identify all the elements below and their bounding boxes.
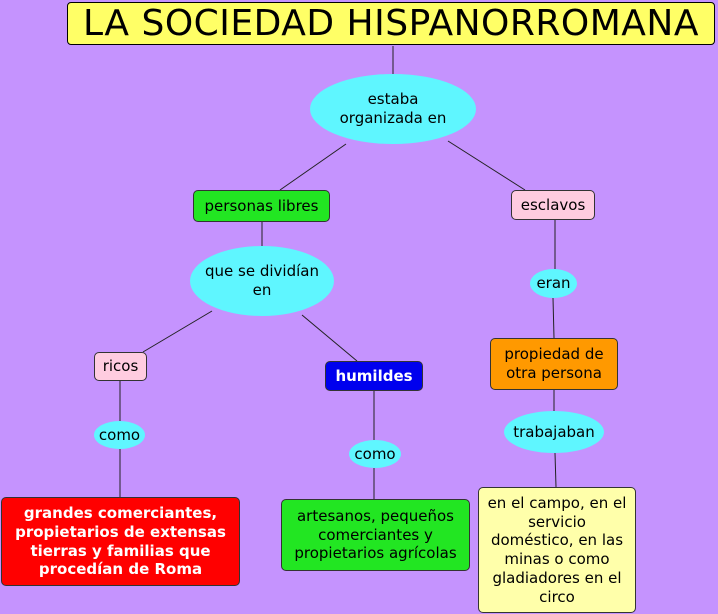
node-en-el-campo: en el campo, en el servicio doméstico, en las minas o como gladiadores en el circo (478, 487, 636, 613)
node-estaba-organizada: estaba organizada en (310, 74, 476, 144)
node-eran: eran (530, 269, 577, 298)
node-artesanos: artesanos, pequeños comerciantes y propietarios agrícolas (281, 499, 470, 571)
node-que-se-dividian: que se dividían en (190, 246, 334, 316)
node-esclavos: esclavos (511, 190, 595, 220)
connector (280, 144, 346, 190)
node-ricos: ricos (94, 352, 147, 381)
page-title: LA SOCIEDAD HISPANORROMANA (67, 2, 715, 45)
node-trabajaban: trabajaban (504, 411, 604, 453)
node-propiedad: propiedad de otra persona (490, 338, 618, 390)
connector (553, 298, 554, 338)
connector (448, 141, 525, 190)
node-humildes: humildes (325, 361, 423, 391)
node-personas-libres: personas libres (193, 190, 330, 222)
connector (143, 311, 212, 352)
node-como-humildes: como (349, 440, 401, 468)
connector (555, 453, 556, 487)
node-como-ricos: como (94, 421, 145, 449)
connector (302, 315, 357, 361)
node-grandes-comerciantes: grandes comerciantes, propietarios de extensas tierras y familias que procedían de Roma (1, 497, 240, 586)
